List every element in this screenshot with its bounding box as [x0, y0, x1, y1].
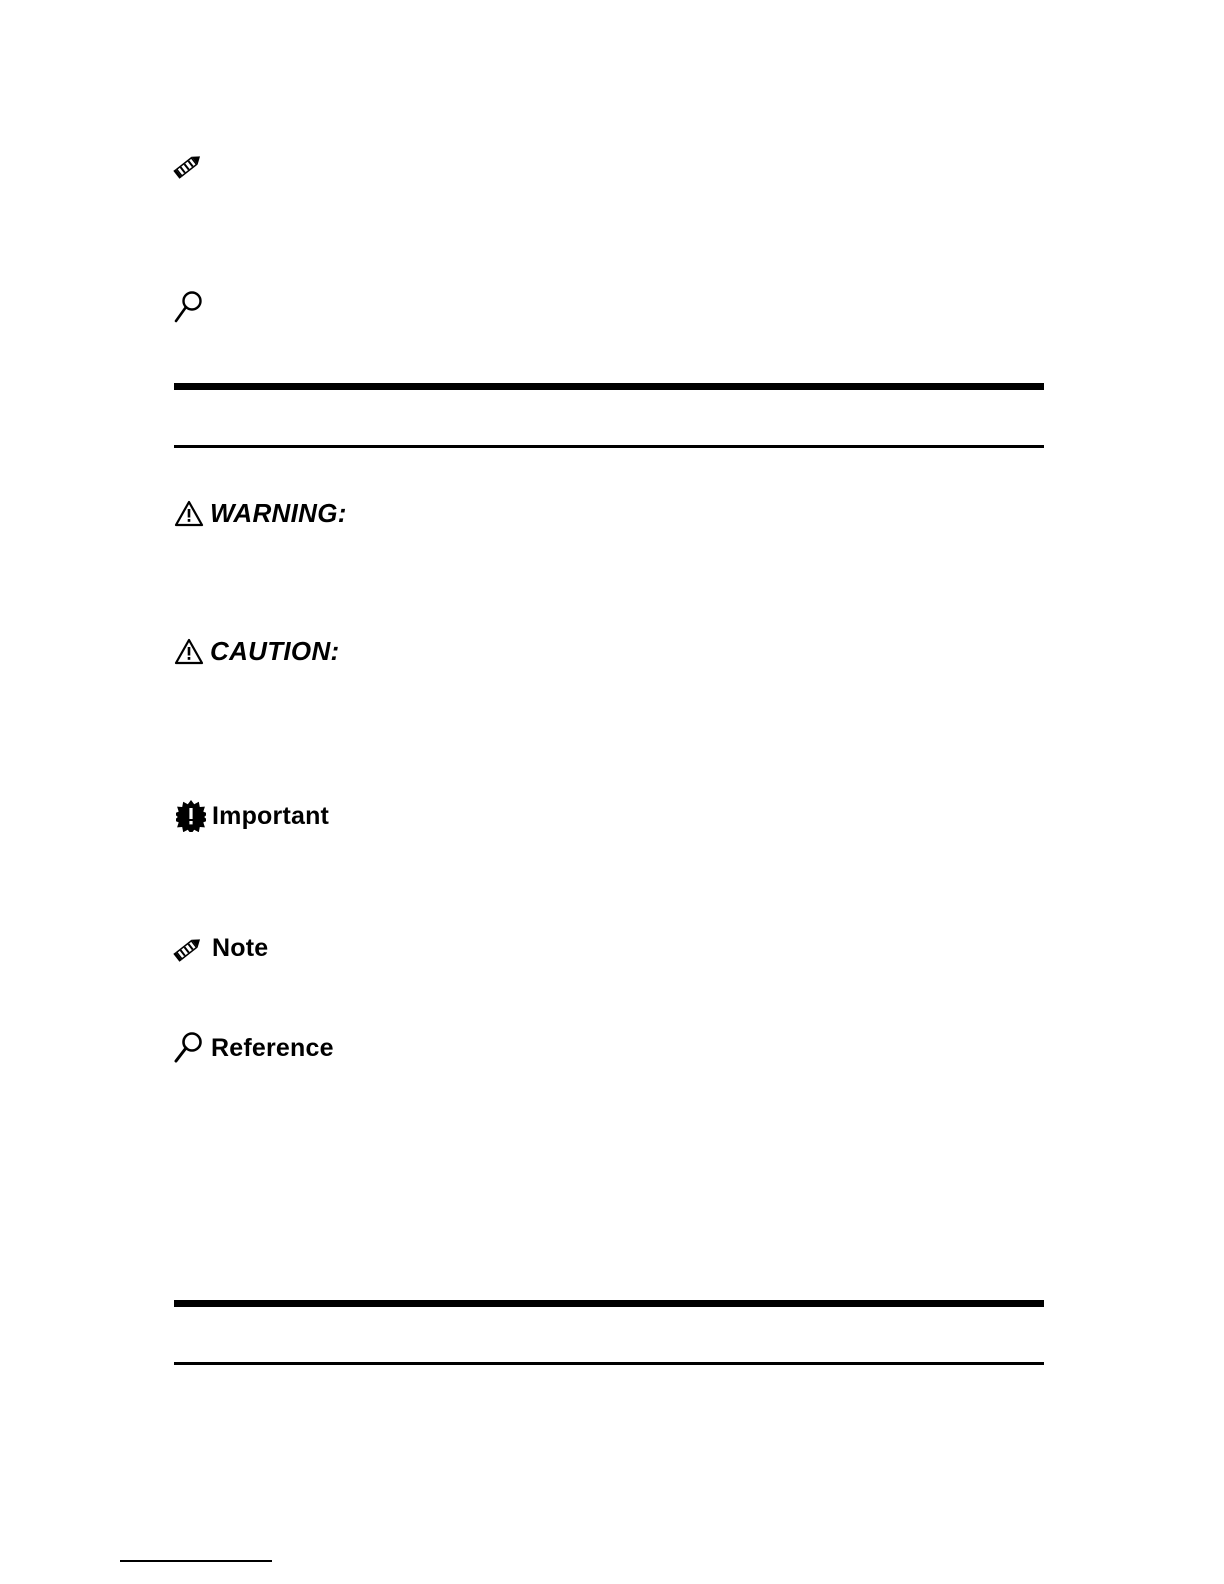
important-burst-icon	[176, 800, 206, 832]
rule-thick-top	[174, 383, 1044, 390]
important-label: Important	[212, 801, 330, 830]
warning-triangle-icon	[174, 500, 204, 527]
reference-heading	[173, 1032, 334, 1064]
warning-label: WARNING:	[210, 498, 347, 528]
important-heading	[176, 800, 329, 832]
caution-triangle-icon	[174, 638, 204, 665]
caution-label: CAUTION:	[210, 636, 340, 666]
rule-thick-bottom	[174, 1300, 1044, 1307]
pencil-note-icon	[172, 932, 206, 964]
pencil-note-icon	[172, 148, 206, 182]
magnifier-reference-icon	[173, 1032, 205, 1064]
reference-label: Reference	[211, 1033, 334, 1062]
rule-thin-bottom	[174, 1362, 1044, 1365]
note-label: Note	[212, 933, 269, 962]
caution-heading	[174, 636, 340, 667]
note-heading	[172, 932, 268, 964]
warning-heading	[174, 498, 347, 529]
magnifier-reference-icon	[173, 290, 205, 324]
rule-thin-top	[174, 445, 1044, 448]
footer-underline-mark	[120, 1560, 272, 1562]
